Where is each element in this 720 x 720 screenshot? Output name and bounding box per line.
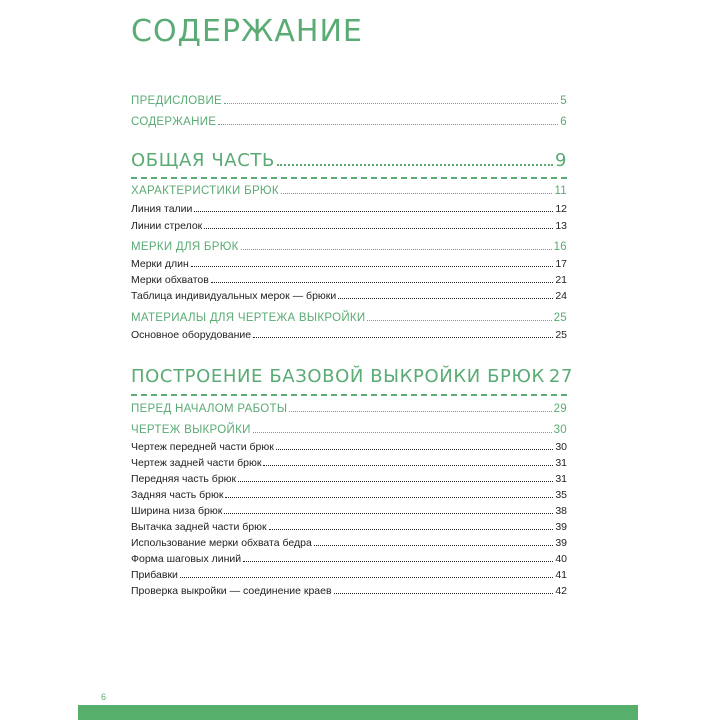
toc-item-title: Чертеж задней части брюк	[131, 457, 262, 469]
toc-entry-title: СОДЕРЖАНИЕ	[131, 116, 217, 128]
toc-entry-page: 5	[560, 95, 567, 107]
dot-leader	[281, 187, 553, 194]
toc-entry-page: 6	[560, 116, 567, 128]
toc-item[interactable]	[131, 441, 567, 453]
toc-part-general[interactable]	[131, 150, 567, 171]
toc-section-page: 25	[553, 312, 567, 324]
toc-item[interactable]	[131, 505, 567, 517]
toc-part-title: ОБЩАЯ ЧАСТЬ	[131, 150, 275, 171]
toc-entry-title: ПРЕДИСЛОВИЕ	[131, 95, 222, 107]
dot-leader	[225, 491, 553, 498]
toc-item-title: Ширина низа брюк	[131, 505, 223, 517]
toc-item-page: 35	[555, 489, 567, 501]
toc-section[interactable]	[131, 424, 567, 436]
page-title: СОДЕРЖАНИЕ	[131, 14, 363, 49]
toc-item-page: 25	[555, 329, 567, 341]
toc-item-page: 13	[555, 220, 567, 232]
toc-item-title: Линия талии	[131, 203, 193, 215]
toc-item-title: Задняя часть брюк	[131, 489, 224, 501]
toc-item-page: 30	[555, 441, 567, 453]
toc-item-title: Использование мерки обхвата бедра	[131, 537, 312, 549]
dot-leader	[191, 260, 553, 267]
dot-leader	[263, 459, 553, 466]
dot-leader	[253, 331, 553, 338]
dot-leader	[289, 405, 551, 412]
toc-item-page: 40	[555, 553, 567, 565]
dot-leader	[224, 97, 558, 104]
dot-leader	[238, 475, 553, 482]
toc-item[interactable]	[131, 203, 567, 215]
toc-item-title: Мерки длин	[131, 258, 189, 270]
toc-part-page: 9	[554, 150, 567, 171]
dot-leader	[204, 222, 553, 229]
toc-item[interactable]	[131, 457, 567, 469]
dot-leader	[253, 426, 552, 433]
toc-section-page: 30	[553, 424, 567, 436]
toc-section-title: МАТЕРИАЛЫ ДЛЯ ЧЕРТЕЖА ВЫКРОЙКИ	[131, 312, 366, 324]
toc-section[interactable]	[131, 241, 567, 253]
toc-item-title: Линии стрелок	[131, 220, 203, 232]
dot-leader	[218, 118, 558, 125]
toc-item-page: 12	[555, 203, 567, 215]
toc-item-page: 17	[555, 258, 567, 270]
toc-item[interactable]	[131, 290, 567, 302]
toc-item-title: Форма шаговых линий	[131, 553, 242, 565]
dot-leader	[269, 523, 554, 530]
page-number: 6	[101, 692, 107, 702]
dot-leader	[334, 587, 554, 594]
dot-leader	[314, 539, 554, 546]
toc-section-title: МЕРКИ ДЛЯ БРЮК	[131, 241, 239, 253]
toc-item-title: Мерки обхватов	[131, 274, 209, 286]
dot-leader	[277, 156, 553, 166]
dot-leader	[194, 205, 553, 212]
footer-accent-bar	[78, 705, 638, 720]
toc-section-title: ПЕРЕД НАЧАЛОМ РАБОТЫ	[131, 403, 288, 415]
toc-item[interactable]	[131, 537, 567, 549]
toc-section[interactable]	[131, 185, 567, 197]
toc-item[interactable]	[131, 220, 567, 232]
toc-section[interactable]	[131, 403, 567, 415]
toc-entry-preface[interactable]	[131, 95, 567, 107]
dot-leader	[224, 507, 553, 514]
toc-section-title: ХАРАКТЕРИСТИКИ БРЮК	[131, 185, 279, 197]
toc-part-base-pattern[interactable]	[131, 366, 574, 387]
toc-section-page: 16	[553, 241, 567, 253]
toc-item[interactable]	[131, 569, 567, 581]
toc-item[interactable]	[131, 274, 567, 286]
toc-item[interactable]	[131, 329, 567, 341]
toc-item-page: 31	[555, 473, 567, 485]
toc-item-title: Передняя часть брюк	[131, 473, 237, 485]
dot-leader	[338, 292, 553, 299]
toc-item[interactable]	[131, 473, 567, 485]
toc-item-page: 39	[555, 537, 567, 549]
dot-leader	[180, 571, 553, 578]
toc-item-title: Основное оборудование	[131, 329, 252, 341]
section-divider	[131, 394, 567, 396]
toc-item-title: Проверка выкройки — соединение краев	[131, 585, 332, 597]
dot-leader	[211, 276, 553, 283]
toc-item-title: Таблица индивидуальных мерок — брюки	[131, 290, 337, 302]
toc-item[interactable]	[131, 258, 567, 270]
toc-item-page: 42	[555, 585, 567, 597]
toc-section-title: ЧЕРТЕЖ ВЫКРОЙКИ	[131, 424, 251, 436]
toc-part-page: 27	[548, 366, 574, 387]
toc-item[interactable]	[131, 585, 567, 597]
toc-section-page: 11	[554, 185, 567, 197]
dot-leader	[276, 443, 554, 450]
dot-leader	[243, 555, 553, 562]
toc-item[interactable]	[131, 489, 567, 501]
dot-leader	[367, 314, 551, 321]
toc-item-title: Вытачка задней части брюк	[131, 521, 267, 533]
toc-item-page: 39	[555, 521, 567, 533]
toc-item-title: Чертеж передней части брюк	[131, 441, 274, 453]
toc-item[interactable]	[131, 521, 567, 533]
toc-item-page: 24	[555, 290, 567, 302]
toc-item-page: 38	[555, 505, 567, 517]
toc-section[interactable]	[131, 312, 567, 324]
dot-leader	[241, 243, 552, 250]
section-divider	[131, 177, 567, 179]
toc-entry-contents[interactable]	[131, 116, 567, 128]
toc-part-title: ПОСТРОЕНИЕ БАЗОВОЙ ВЫКРОЙКИ БРЮК	[131, 366, 545, 387]
toc-item-title: Прибавки	[131, 569, 178, 581]
toc-item-page: 31	[555, 457, 567, 469]
toc-item[interactable]	[131, 553, 567, 565]
toc-item-page: 21	[555, 274, 567, 286]
toc-section-page: 29	[553, 403, 567, 415]
toc-item-page: 41	[555, 569, 567, 581]
